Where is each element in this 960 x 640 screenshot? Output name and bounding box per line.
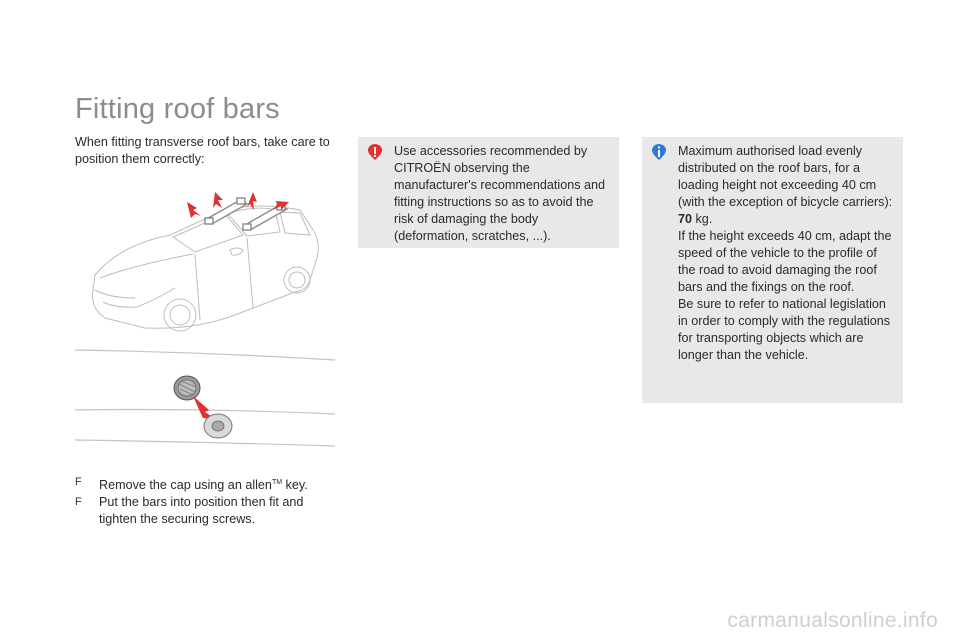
info-text <box>678 143 897 364</box>
info-paragraph-legislation: Be sure to refer to national legislation in order to comply with the regulations for transporting objects which are longer than the vehicle. <box>678 297 891 362</box>
step-text: Remove the cap using an allen <box>99 478 272 493</box>
fixing-point-icon <box>204 414 232 438</box>
info-icon <box>650 143 668 161</box>
warning-text: Use accessories recommended by CITROËN observing the manufacturer's recommendations and fitting instructions so as to avoid the risk of damaging the body (deformation, scratches, ...). <box>394 144 606 243</box>
info-box <box>642 137 903 403</box>
info-load-text: Maximum authorised load evenly distributed on the roof bars, for a loading height not exceeding 40 cm (with the exception of bicycle carriers): <box>678 144 893 209</box>
warning-icon <box>366 143 384 161</box>
intro-text: When fitting transverse roof bars, take care to position them correctly: <box>75 135 330 166</box>
info-paragraph-height: If the height exceeds 40 cm, adapt the speed of the vehicle to the profile of the road to avoid damaging the roof bars and the fixings on the roof. <box>678 229 892 294</box>
info-paragraph-load <box>678 143 897 228</box>
warning-box <box>358 137 619 248</box>
cap-removal-illustration <box>75 342 337 452</box>
car-roof-bars-illustration <box>75 180 337 350</box>
info-load-unit: kg. <box>692 212 713 226</box>
steps-list <box>75 474 337 528</box>
info-load-value: 70 <box>678 212 693 226</box>
watermark: carmanualsonline.info <box>727 609 938 632</box>
page-title: Fitting roof bars <box>75 93 280 125</box>
trademark-superscript: TM <box>271 479 283 486</box>
step-text: Put the bars into position then fit and tighten the securing screws. <box>99 495 304 527</box>
bullet-icon: F <box>75 476 82 488</box>
list-item <box>75 494 337 528</box>
step-text-end: key. <box>282 478 308 493</box>
list-item <box>75 474 337 494</box>
bullet-icon: F <box>75 496 82 509</box>
cap-icon <box>174 376 200 400</box>
